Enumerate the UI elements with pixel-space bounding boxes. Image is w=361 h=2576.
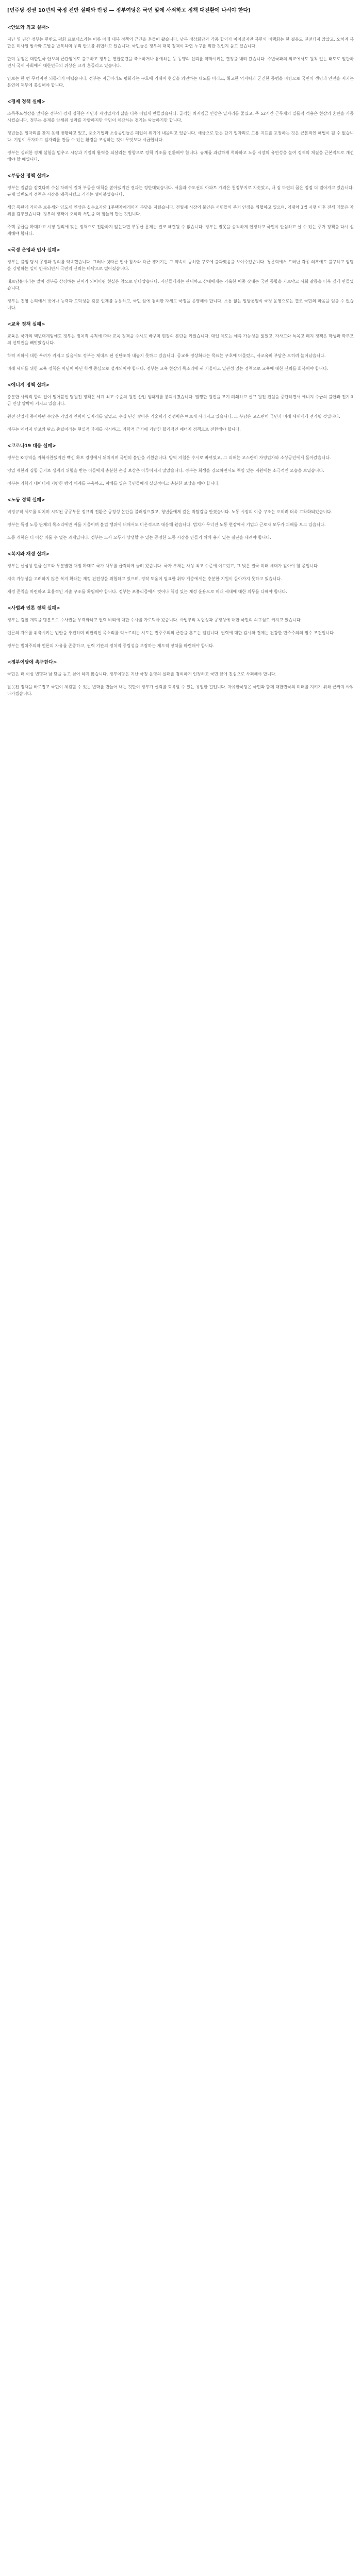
- body-paragraph: 세금 폭탄에 가까운 보유세와 양도세 인상은 실수요자와 1주택자에게까지 부담을 지웠습니다. 전월세 시장의 불안은 서민들의 주거 안정을 위협하고 있으며, 임대차 3법 시행 이후 전세 매물은 자취를 감추었습니다. 정부의 정책이 오히려 서민을 더 힘들게 만든 것입니다.: [7, 205, 354, 216]
- body-paragraph: 내로남불이라는 말이 정부를 상징하는 단어가 되어버린 현실은 참으로 안타깝습니다. 자신들에게는 관대하고 상대에게는 가혹한 이중 잣대는 국민 통합을 가로막고 사회 갈등을 더욱 깊게 만들었습니다.: [7, 279, 354, 291]
- body-paragraph: 정부는 실패한 경제 실험을 멈추고 시장과 기업의 활력을 되살리는 방향으로 정책 기조를 전환해야 합니다. 규제를 과감하게 혁파하고 노동 시장의 유연성을 높여 경제의 체질을 근본적으로 개선해야 할 때입니다.: [7, 150, 354, 162]
- body-paragraph: 정부는 특정 노동 단체의 목소리에만 귀를 기울이며 불법 행위에 대해서도 미온적으로 대응해 왔습니다. 법치가 무너진 노동 현장에서 기업과 근로자 모두가 피해를 보고 있습니다.: [7, 522, 326, 527]
- body-paragraph: 한미 동맹은 대한민국 안보의 근간임에도 불구하고 정부는 연합훈련을 축소하거나 유예하는 등 동맹의 신뢰를 약화시키는 결정을 내려 왔습니다. 주변국과의 외교에서도 원칙 없는 태도로 일관하면서 국제 사회에서 대한민국의 위상은 크게 흔들리고 있습니다.: [7, 57, 354, 68]
- document-body: [7, 25, 354, 2576]
- body-paragraph: 지난 몇 년간 정부는 한반도 평화 프로세스라는 이름 아래 대북 정책의 근간을 흔들어 왔습니다. 남북 정상회담과 각종 합의가 이어졌지만 북한의 비핵화는 한 걸음도 진전되지 않았고, 오히려 북한은 미사일 발사와 도발을 반복하며 우리 안보를 위협하고 있습니다. 국민들은 정부의 대북 정책이 과연 누구를 위한 것인지 묻고 있습니다.: [7, 37, 354, 48]
- section-heading: <정부여당에 촉구한다>: [7, 660, 57, 665]
- section-heading: <국정 운영과 인사 실패>: [7, 248, 60, 253]
- body-paragraph: 재정 준칙을 마련하고 효율적인 지출 구조를 확립해야 합니다. 정부는 포퓰리즘에서 벗어나 책임 있는 재정 운용으로 미래 세대에 대한 의무를 다해야 합니다.: [7, 589, 287, 594]
- body-paragraph: 미래 세대를 위한 교육 정책은 이념이 아닌 학생 중심으로 설계되어야 합니다. 정부는 교육 현장의 목소리에 귀 기울이고 일관성 있는 정책으로 교육에 대한 신뢰를 회복해야 합니다.: [7, 366, 329, 371]
- body-paragraph: 학력 저하에 대한 우려가 커지고 있음에도 정부는 제대로 된 진단조차 내놓지 못하고 있습니다. 공교육 정상화라는 목표는 구호에 머물렀고, 사교육비 부담은 오히려 늘어났습니다.: [7, 353, 326, 358]
- body-paragraph: 영업 제한과 집합 금지로 생계의 위협을 받는 이들에게 충분한 손실 보상은 이루어지지 않았습니다. 정부는 희생을 강요하면서도 책임 있는 지원에는 소극적인 모습을 보였습니다.: [7, 468, 324, 473]
- body-paragraph: 정부는 집값을 잡겠다며 수십 차례에 걸쳐 부동산 대책을 쏟아냈지만 결과는 정반대였습니다. 서울과 수도권의 아파트 가격은 천정부지로 치솟았고, 내 집 마련의 꿈은 점점 더 멀어지고 있습니다. 규제 일변도의 정책은 시장을 왜곡시켰고 거래는 얼어붙었습니다.: [7, 185, 354, 197]
- section-heading: <에너지 정책 실패>: [7, 383, 50, 388]
- body-paragraph: 정부는 검찰 개혁을 명분으로 수사권을 무력화하고 권력 비리에 대한 수사를 가로막아 왔습니다. 사법부의 독립성과 공정성에 대한 국민의 의구심도 커지고 있습니다.: [7, 618, 302, 622]
- body-paragraph: 국민은 더 이상 변명과 남 탓을 듣고 싶어 하지 않습니다. 정부여당은 지난 국정 운영의 실패를 겸허하게 인정하고 국민 앞에 진심으로 사죄해야 합니다.: [7, 672, 277, 676]
- body-paragraph: 언론의 자유를 위축시키는 법안을 추진하며 비판적인 목소리를 억누르려는 시도는 민주주의의 근간을 흔드는 일입니다. 권력에 대한 감시와 견제는 건강한 민주주의의 필수 조건입니다.: [7, 631, 335, 635]
- body-paragraph: 주택 공급을 확대하고 시장 원리에 맞는 정책으로 전환하지 않는다면 부동산 문제는 결코 해결될 수 없습니다. 정부는 잘못을 솔직하게 인정하고 국민이 안심하고 살 수 있는 주거 정책을 다시 설계해야 합니다.: [7, 225, 354, 236]
- body-paragraph: 정부는 법치주의와 언론의 자유를 존중하고, 권력 기관의 정치적 중립성을 보장하는 제도적 장치를 마련해야 합니다.: [7, 643, 215, 648]
- body-paragraph: 정부는 에너지 안보와 탄소 중립이라는 현실적 과제를 직시하고, 과학적 근거에 기반한 합리적인 에너지 정책으로 전환해야 합니다.: [7, 427, 241, 432]
- body-paragraph: 정부는 출범 당시 공정과 정의를 약속했습니다. 그러나 잇따른 인사 참사와 측근 챙기기는 그 약속이 공허한 구호에 불과했음을 보여주었습니다. 청문회에서 드러난 각종 의혹에도 불구하고 임명을 강행하는 일이 반복되면서 국민의 신뢰는 바닥으로 떨어졌습니다.: [7, 260, 354, 271]
- body-paragraph: 정부는 K-방역을 자화자찬했지만 백신 확보 경쟁에서 뒤처지며 국민의 불안을 키웠습니다. 방역 지침은 수시로 바뀌었고, 그 피해는 고스란히 자영업자와 소상공인에게 돌아갔습니다.: [7, 455, 331, 460]
- section-heading: <코로나19 대응 실패>: [7, 444, 56, 449]
- body-paragraph: 원전 산업에 종사하던 수많은 기업과 인력이 일자리를 잃었고, 수십 년간 쌓아온 기술력과 경쟁력은 빠르게 사라지고 있습니다. 그 부담은 고스란히 국민과 미래 세대에게 전가될 것입니다.: [7, 414, 340, 419]
- body-paragraph: 정부는 진영 논리에서 벗어나 능력과 도덕성을 갖춘 인재를 등용하고, 국민 앞에 겸허한 자세로 국정을 운영해야 합니다. 소통 없는 일방통행식 국정 운영으로는 결코 국민의 마음을 얻을 수 없습니다.: [7, 299, 354, 310]
- document-title: [민주당 정권 10년의 국정 전반 실패와 반성 — 정부여당은 국민 앞에 사죄하고 정책 대전환에 나서야 한다]: [7, 8, 251, 13]
- section-heading: <사법과 언론 정책 실패>: [7, 606, 60, 611]
- body-paragraph: 노동 개혁은 더 이상 미룰 수 없는 과제입니다. 정부는 노사 모두가 상생할 수 있는 공정한 노동 시장을 만들기 위해 용기 있는 결단을 내려야 합니다.: [7, 535, 271, 540]
- body-paragraph: 잘못된 정책을 바로잡고 국민이 체감할 수 있는 변화를 만들어 내는 것만이 정부가 신뢰를 회복할 수 있는 유일한 길입니다. 자유한국당은 국민과 함께 대한민국의 미래를 지키기 위해 끝까지 싸워 나가겠습니다.: [7, 685, 354, 696]
- body-paragraph: 교육은 국가의 백년대계임에도 정부는 정치적 목적에 따라 교육 정책을 수시로 바꾸며 현장의 혼란을 키웠습니다. 대입 제도는 예측 가능성을 잃었고, 자사고와 특목고 폐지 정책은 학생과 학부모의 선택권을 빼앗았습니다.: [7, 334, 354, 345]
- section-heading: <부동산 정책 실패>: [7, 174, 50, 179]
- body-paragraph: 소득주도성장을 앞세운 정부의 경제 정책은 서민과 자영업자의 삶을 더욱 어렵게 만들었습니다. 급격한 최저임금 인상은 일자리를 줄였고, 주 52시간 근무제의 일률적 적용은 현장의 혼란을 가중시켰습니다. 정부는 통계를 앞세워 성과를 자랑하지만 국민이 체감하는 경기는 싸늘하기만 합니다.: [7, 111, 354, 123]
- body-paragraph: 정부는 과학과 데이터에 기반한 방역 체계를 구축하고, 피해를 입은 국민들에게 실질적이고 충분한 보상을 해야 합니다.: [7, 481, 220, 486]
- section-heading: <교육 정책 실패>: [7, 322, 45, 327]
- section-heading: <복지와 재정 실패>: [7, 552, 50, 557]
- section-heading: <안보와 외교 실패>: [7, 25, 50, 30]
- body-paragraph: 충분한 사회적 합의 없이 밀어붙인 탈원전 정책은 세계 최고 수준의 원전 산업 생태계를 붕괴시켰습니다. 멀쩡한 원전을 조기 폐쇄하고 신규 원전 건설을 중단하면서 에너지 수급의 불안과 전기요금 인상 압박이 커지고 있습니다.: [7, 395, 354, 406]
- body-paragraph: 비정규직 제로를 외치며 시작된 공공부문 정규직 전환은 공정성 논란을 불러일으켰고, 청년들에게 깊은 박탈감을 안겼습니다. 노동 시장의 이중 구조는 오히려 더욱 고착화되었습니다.: [7, 510, 333, 514]
- body-paragraph: 안보는 한 번 무너지면 되돌리기 어렵습니다. 정부는 지금이라도 평화라는 구호에 기대어 현실을 외면하는 태도를 버리고, 확고한 억지력과 굳건한 동맹을 바탕으로 국민의 생명과 안전을 지키는 본연의 책무에 충실해야 합니다.: [7, 76, 354, 88]
- body-paragraph: 청년들은 일자리를 찾지 못해 방황하고 있고, 중소기업과 소상공인들은 폐업의 위기에 내몰리고 있습니다. 세금으로 만든 단기 일자리로 고용 지표를 포장하는 것은 근본적인 해법이 될 수 없습니다. 기업이 투자하고 일자리를 만들 수 있는 환경을 조성하는 것이 무엇보다 시급합니다.: [7, 131, 354, 142]
- section-heading: <노동 정책 실패>: [7, 498, 45, 503]
- body-paragraph: 지속 가능성을 고려하지 않은 복지 확대는 재정 건전성을 위협하고 있으며, 정작 도움이 필요한 취약 계층에게는 충분한 지원이 돌아가지 못하고 있습니다.: [7, 577, 282, 581]
- body-paragraph: 정부는 선심성 현금 살포와 무분별한 재정 확대로 국가 채무를 급격하게 늘려 왔습니다. 국가 부채는 사상 최고 수준에 이르렀고, 그 빚은 결국 미래 세대가 갚아야 할 몫입니다.: [7, 564, 319, 568]
- section-heading: <경제 정책 실패>: [7, 99, 45, 105]
